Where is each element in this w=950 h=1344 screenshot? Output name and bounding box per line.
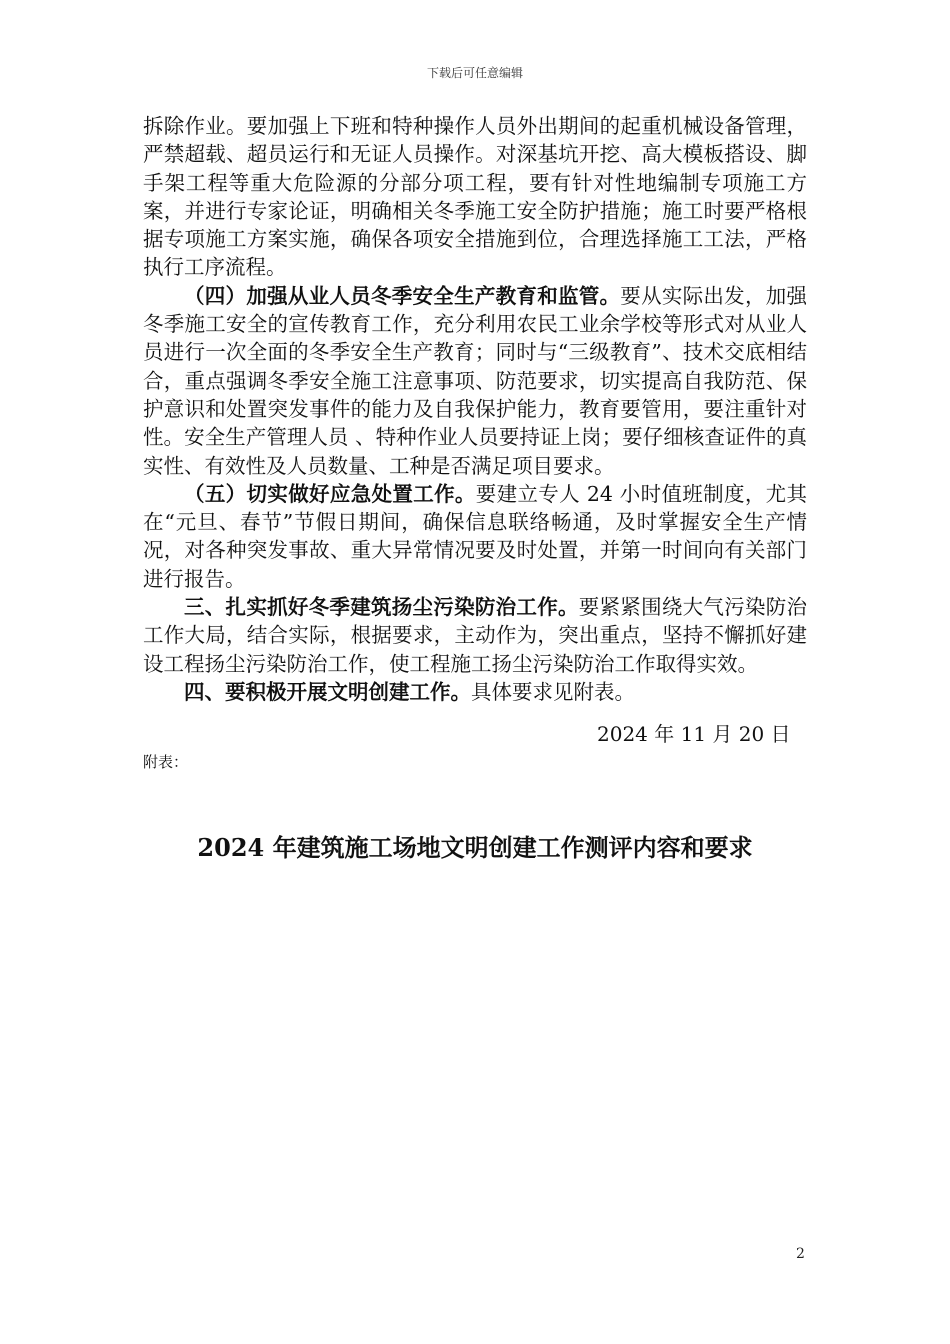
paragraph-heading: （五）切实做好应急处置工作。 — [184, 481, 476, 506]
paragraph-heading: 三、扎实抓好冬季建筑扬尘污染防治工作。 — [184, 595, 579, 620]
paragraph-part-4 — [143, 678, 807, 706]
paragraph-text: 要紧紧围绕大气污染防治工作大局，结合实际，根据要求，主动作为，突出重点，坚持不懈抓好建设工程扬尘污染防治工作，使工程施工扬尘污染防治工作取得实效。 — [143, 595, 808, 676]
paragraph-continuation — [143, 112, 807, 282]
page-number: 2 — [796, 1246, 805, 1262]
paragraph-text: 拆除作业。要加强上下班和特种操作人员外出期间的起重机械设备管理，严禁超载、超员运行和无证人员操作。对深基坑开挖、高大模板搭设、脚手架工程等重大危险源的分部分项工程，要有针对性地编制专项施工方案，并进行专家论证，明确相关冬季施工安全防护措施；施工时要严格根据专项施工方案实施，确保各项安全措施到位，合理选择施工工法，严格执行工序流程。 — [143, 114, 807, 280]
document-date: 2024 年 11 月 20 日 — [597, 722, 791, 746]
paragraph-heading: 四、要积极开展文明创建工作。 — [184, 679, 471, 704]
paragraph-section-4 — [143, 282, 807, 480]
paragraph-section-5 — [143, 480, 807, 593]
paragraph-text: 具体要求见附表。 — [471, 679, 635, 704]
attachment-title: 2024 年建筑施工场地文明创建工作测评内容和要求 — [197, 833, 753, 862]
paragraph-text: 要从实际出发，加强冬季施工安全的宣传教育工作，充分利用农民工业余学校等形式对从业人员进行一次全面的冬季安全生产教育；同时与“三级教育”、技术交底相结合，重点强调冬季安全施工注意事项、防范要求，切实提高自我防范、保护意识和处置突发事件的能力及自我保护能力，教育要管用，要注重针对性。安全生产管理人员 、特种作业人员要持证上岗；要仔细核查证件的真实性、有效性及人员数量、工种是否满足项目要求。 — [143, 283, 808, 478]
paragraph-text: 要建立专人 24 小时值班制度，尤其在“元旦、春节”节假日期间，确保信息联络畅通，及时掌握安全生产情况，对各种突发事故、重大异常情况要及时处置，并第一时间向有关部门进行报告。 — [143, 481, 808, 591]
paragraph-part-3 — [143, 593, 807, 678]
paragraph-heading: （四）加强从业人员冬季安全生产教育和监管。 — [184, 283, 621, 308]
document-body — [143, 112, 807, 706]
page-header: 下载后可任意编辑 — [426, 66, 523, 80]
attachment-label: 附表： — [143, 753, 189, 771]
